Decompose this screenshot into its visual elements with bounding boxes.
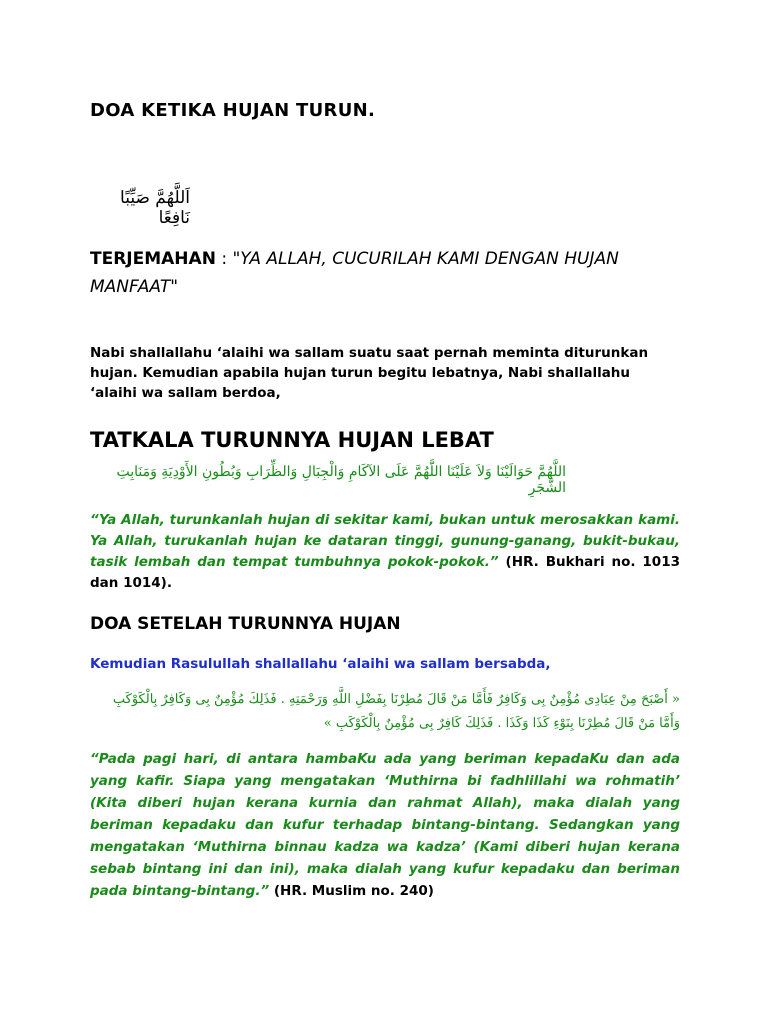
translation-quote: "YA ALLAH, CUCURILAH KAMI DENGAN HUJAN MANFAAT" [90, 249, 619, 297]
translation-quote-2: “Ya Allah, turunkanlah hujan di sekitar kami, bukan untuk merosakkan kami. Ya Allah, turukanlah hujan ke dataran tinggi, gunung-ganang, bukit-bukau, tasik lembah dan tempat tumbuhnya pokok-pokok.” [90, 512, 680, 570]
translation-separator: : [215, 249, 233, 269]
paragraph-translation-3 [90, 748, 680, 902]
hadith-source-3: (HR. Muslim no. 240) [269, 883, 434, 899]
translation-quote-3: “Pada pagi hari, di antara hambaKu ada yang beriman kepadaKu dan ada yang kafir. Siapa yang mengatakan ‘Muthirna bi fadhlillahi wa rohmatih’ (Kita diberi hujan kerana kurnia dan rahmat Allah), maka dialah yang beriman kepadaku dan kufur terhadap bintang-bintang. Sedangkan yang mengatakan ‘Muthirna binnau kadza wa kadza’ (Kami diberi hujan kerana sebab bintang ini dan ini), maka dialah yang kufur kepadaku dan beriman pada bintang-bintang.” [90, 751, 680, 899]
paragraph-rasulullah-bersabda: Kemudian Rasulullah shallallahu ‘alaihi wa sallam bersabda, [90, 656, 551, 672]
translation-label: TERJEMAHAN [90, 249, 216, 269]
paragraph-intro: Nabi shallallahu ‘alaihi wa sallam suatu saat pernah meminta diturunkan hujan. Kemudian apabila hujan turun begitu lebatnya, Nabi shallallahu ‘alaihi wa sallam berdoa, [90, 345, 649, 401]
paragraph-translation-2 [90, 510, 680, 594]
heading-tatkala-turunnya-hujan-lebat: TATKALA TURUNNYA HUJAN LEBAT [90, 428, 494, 452]
arabic-prayer-1: اَللَّهُمَّ صَيِّبًا نَافِعًا [120, 188, 190, 228]
translation-line [90, 245, 680, 301]
arabic-prayer-2: اللَّهُمَّ حَوَالَيْنَا وَلاَ عَلَيْنَا اللَّهُمَّ عَلَى الآكَامِ وَالْجِبَالِ وَالظِّرَابِ وَبُطُونِ الأَوْدِيَةِ وَمَنَابِتِ الشَّجَرِ [116, 464, 566, 496]
heading-doa-setelah-turunnya-hujan: DOA SETELAH TURUNNYA HUJAN [90, 614, 401, 634]
arabic-hadith-3: « أَصْبَحَ مِنْ عِبَادِى مُؤْمِنٌ بِى وَكَافِرٌ فَأَمَّا مَنْ قَالَ مُطِرْنَا بِفَضْلِ اللَّهِ وَرَحْمَتِهِ . فَذَلِكَ مُؤْمِنٌ بِى وَكَافِرٌ بِالْكَوْكَبِ وَأَمَّا مَنْ قَالَ مُطِرْنَا بِنَوْءِ كَذَا وَكَذَا . فَذَلِكَ كَافِرٌ بِى مُؤْمِنٌ بِالْكَوْكَبِ » [112, 692, 680, 731]
heading-doa-ketika-hujan-turun: DOA KETIKA HUJAN TURUN. [90, 100, 376, 121]
hadith-source-2: (HR. Bukhari no. 1013 dan 1014). [90, 554, 680, 591]
